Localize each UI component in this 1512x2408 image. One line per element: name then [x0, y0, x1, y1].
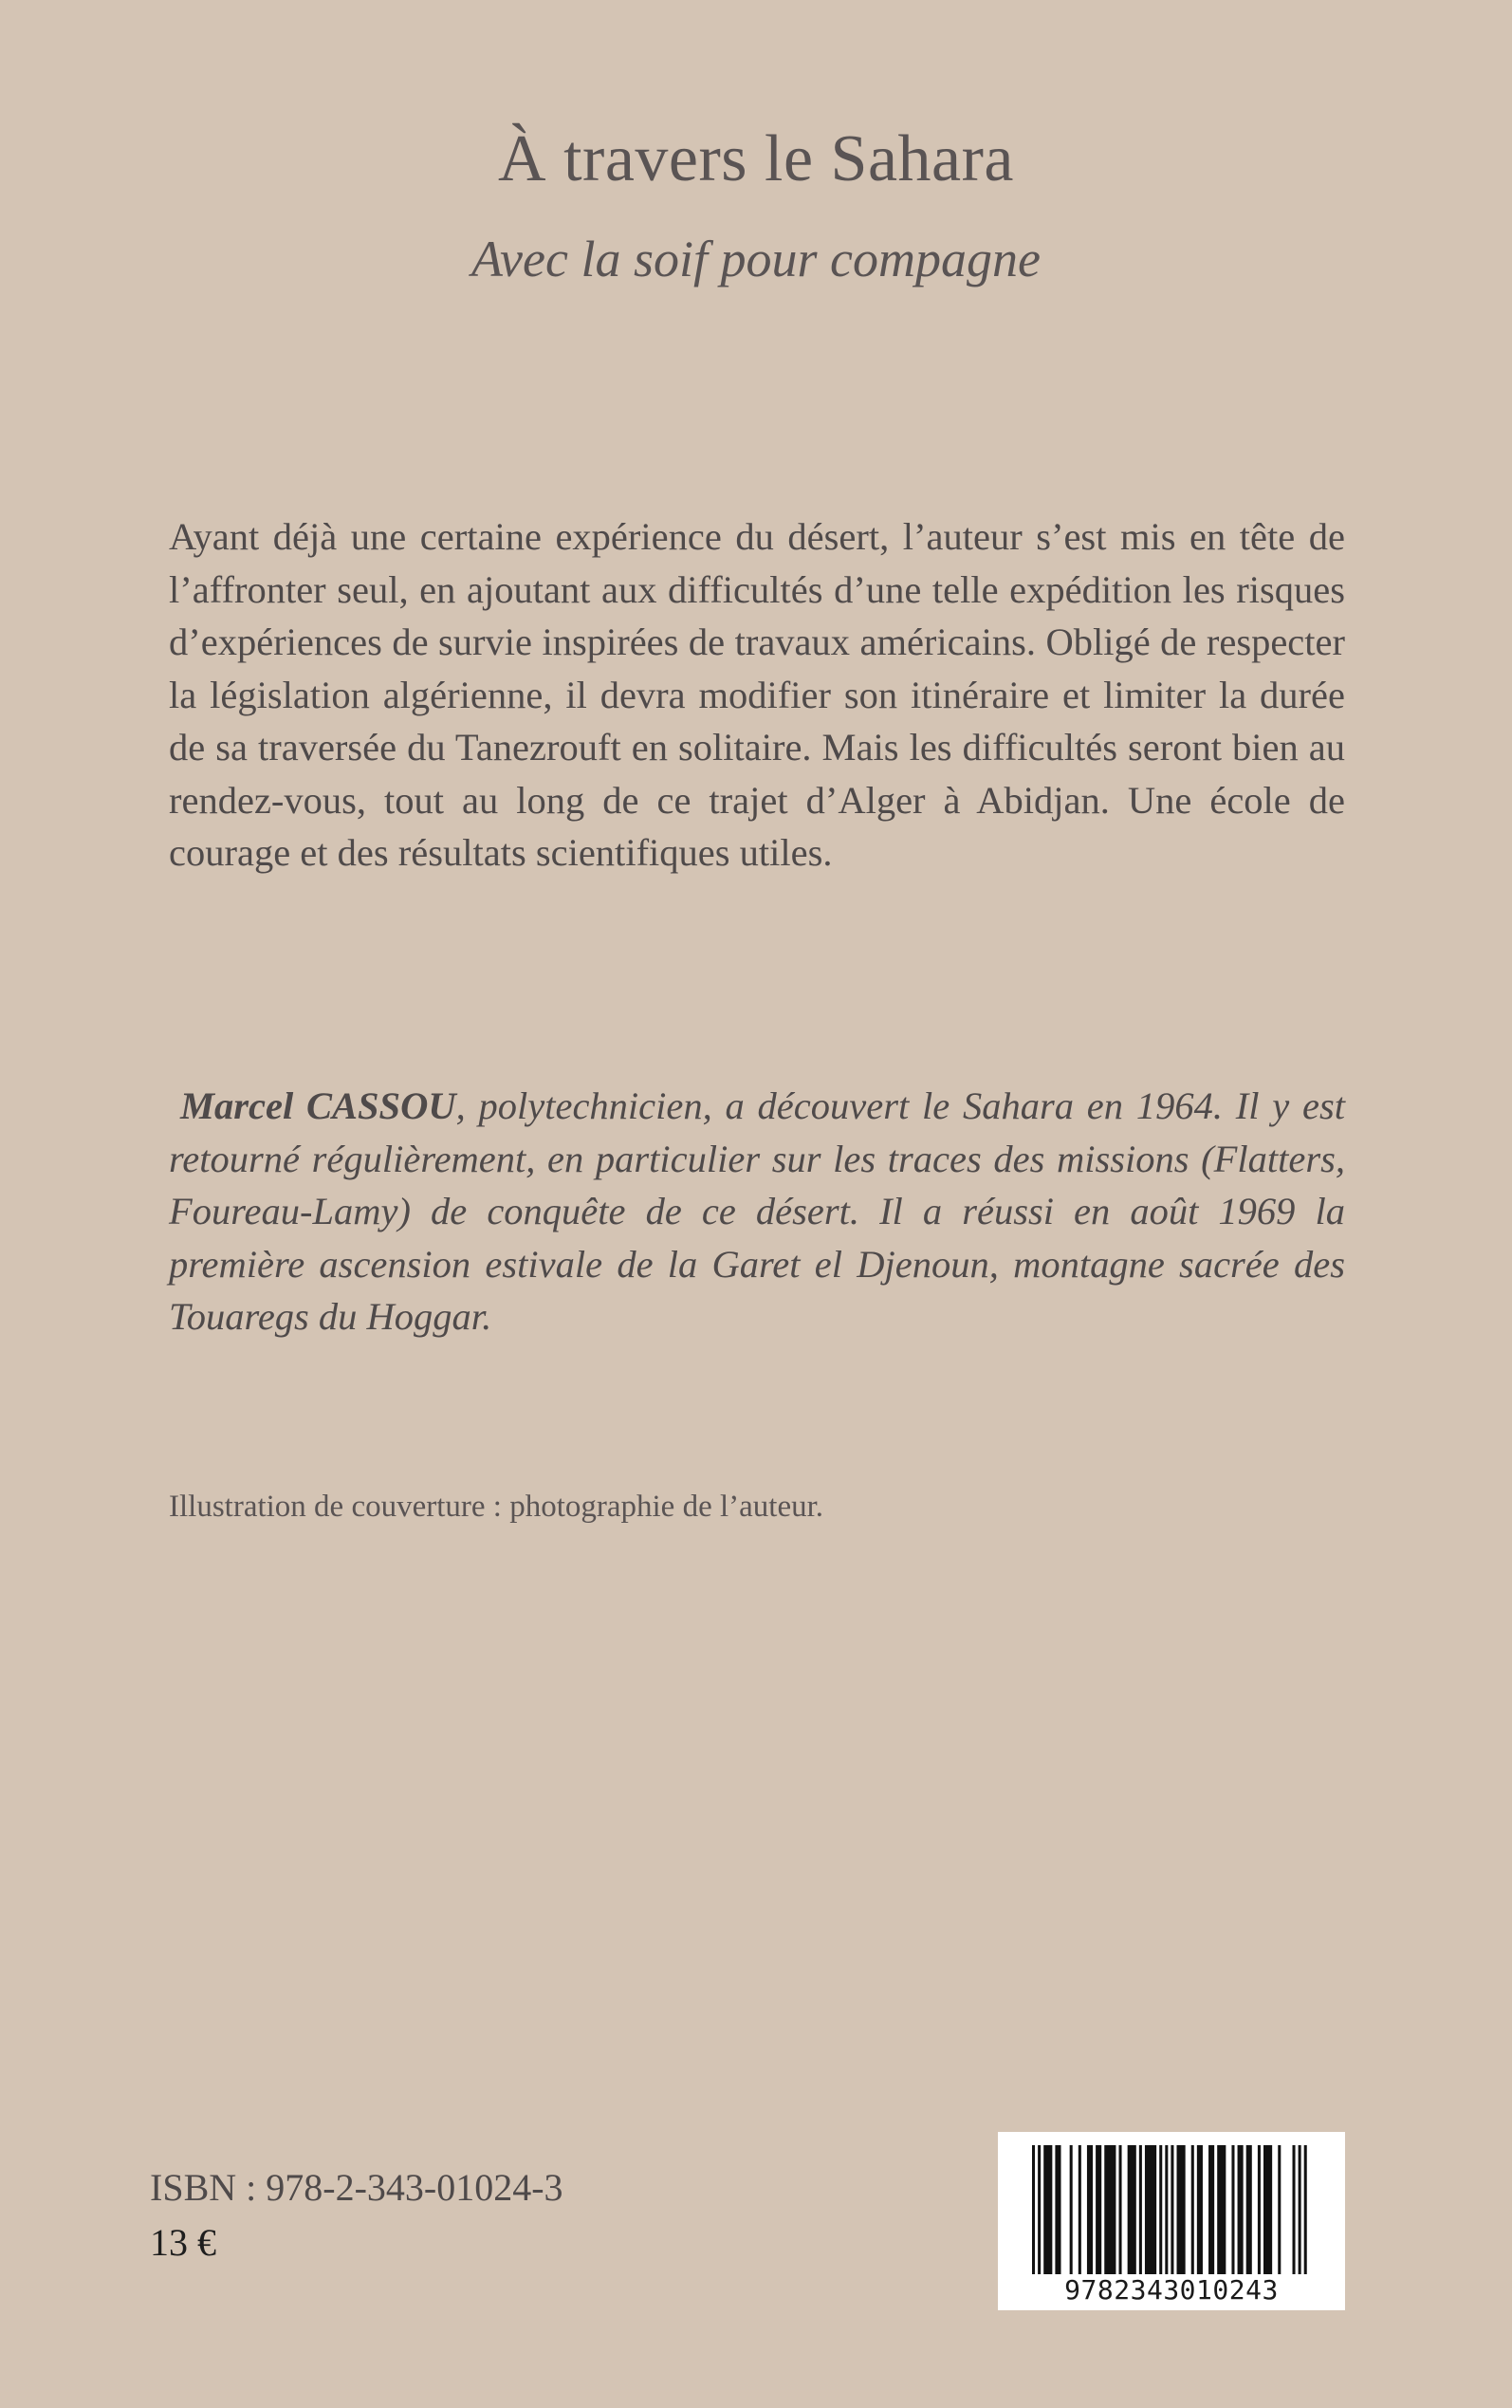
barcode-bar [1238, 2145, 1244, 2274]
book-blurb: Ayant déjà une certaine expérience du désert, l’auteur s’est mis en tête de l’affronter seul, en ajoutant aux difficultés d’une telle expédition les risques d’expériences de survie inspirées de travaux américains. Obligé de respecter la législation algérienne, il devra modifier son itinéraire et limiter la durée de sa traversée du Tanezrouft en solitaire. Mais les difficultés seront bien au rendez-vous, tout au long de ce trajet d’Alger à Abidjan. Une école de courage et des résultats scientifiques utiles. [169, 515, 1345, 874]
barcode-bar [1096, 2145, 1101, 2274]
book-title: À travers le Sahara [498, 122, 1014, 195]
price: 13 € [150, 2221, 216, 2264]
barcode-bar [1304, 2145, 1307, 2274]
barcode-bar [1217, 2145, 1226, 2274]
barcode-bar [1128, 2145, 1136, 2274]
barcode-bar [1293, 2145, 1296, 2274]
barcode-bar [1191, 2145, 1194, 2274]
barcode-bar [1258, 2145, 1261, 2274]
barcode-bar [1299, 2145, 1301, 2274]
barcode-bar [1119, 2145, 1122, 2274]
author-bio [169, 1080, 1345, 1343]
barcode-bar [1079, 2145, 1081, 2274]
barcode [998, 2132, 1345, 2310]
barcode-bar [1159, 2145, 1162, 2274]
barcode-bar [1171, 2145, 1173, 2274]
barcode-bar [1278, 2145, 1281, 2274]
barcode-bar [1087, 2145, 1093, 2274]
barcode-bar [1055, 2145, 1060, 2274]
author-name: Marcel CASSOU [180, 1084, 456, 1127]
barcode-bar [1070, 2145, 1073, 2274]
barcode-digits: 9782343010243 [1064, 2274, 1279, 2306]
barcode-bar [1032, 2145, 1035, 2274]
barcode-bar [1038, 2145, 1041, 2274]
barcode-bar [1043, 2145, 1052, 2274]
barcode-bar [1246, 2145, 1252, 2274]
barcode-bar [1263, 2145, 1272, 2274]
cover-illustration-credit: Illustration de couverture : photographie de l’auteur. [169, 1490, 824, 1524]
barcode-bar [1104, 2145, 1116, 2274]
barcode-bar [1139, 2145, 1142, 2274]
book-subtitle: Avec la soif pour compagne [471, 231, 1041, 287]
barcode-bar [1208, 2145, 1214, 2274]
isbn: ISBN : 978-2-343-01024-3 [150, 2166, 563, 2209]
barcode-bar [1177, 2145, 1186, 2274]
barcode-bar [1165, 2145, 1168, 2274]
barcode-bar [1197, 2145, 1203, 2274]
barcode-bar [1145, 2145, 1156, 2274]
author-bio-text: , polytechnicien, a découvert le Sahara en 1964. Il y est retourné régulièrement, en particulier sur les traces des missions (Flatters, Foureau-Lamy) de conquête de ce désert. Il a réussi en août 1969 la première ascension estivale de la Garet el Djenoun, montagne sacrée des Touaregs du Hoggar. [169, 1084, 1345, 1338]
barcode-bar [1231, 2145, 1234, 2274]
